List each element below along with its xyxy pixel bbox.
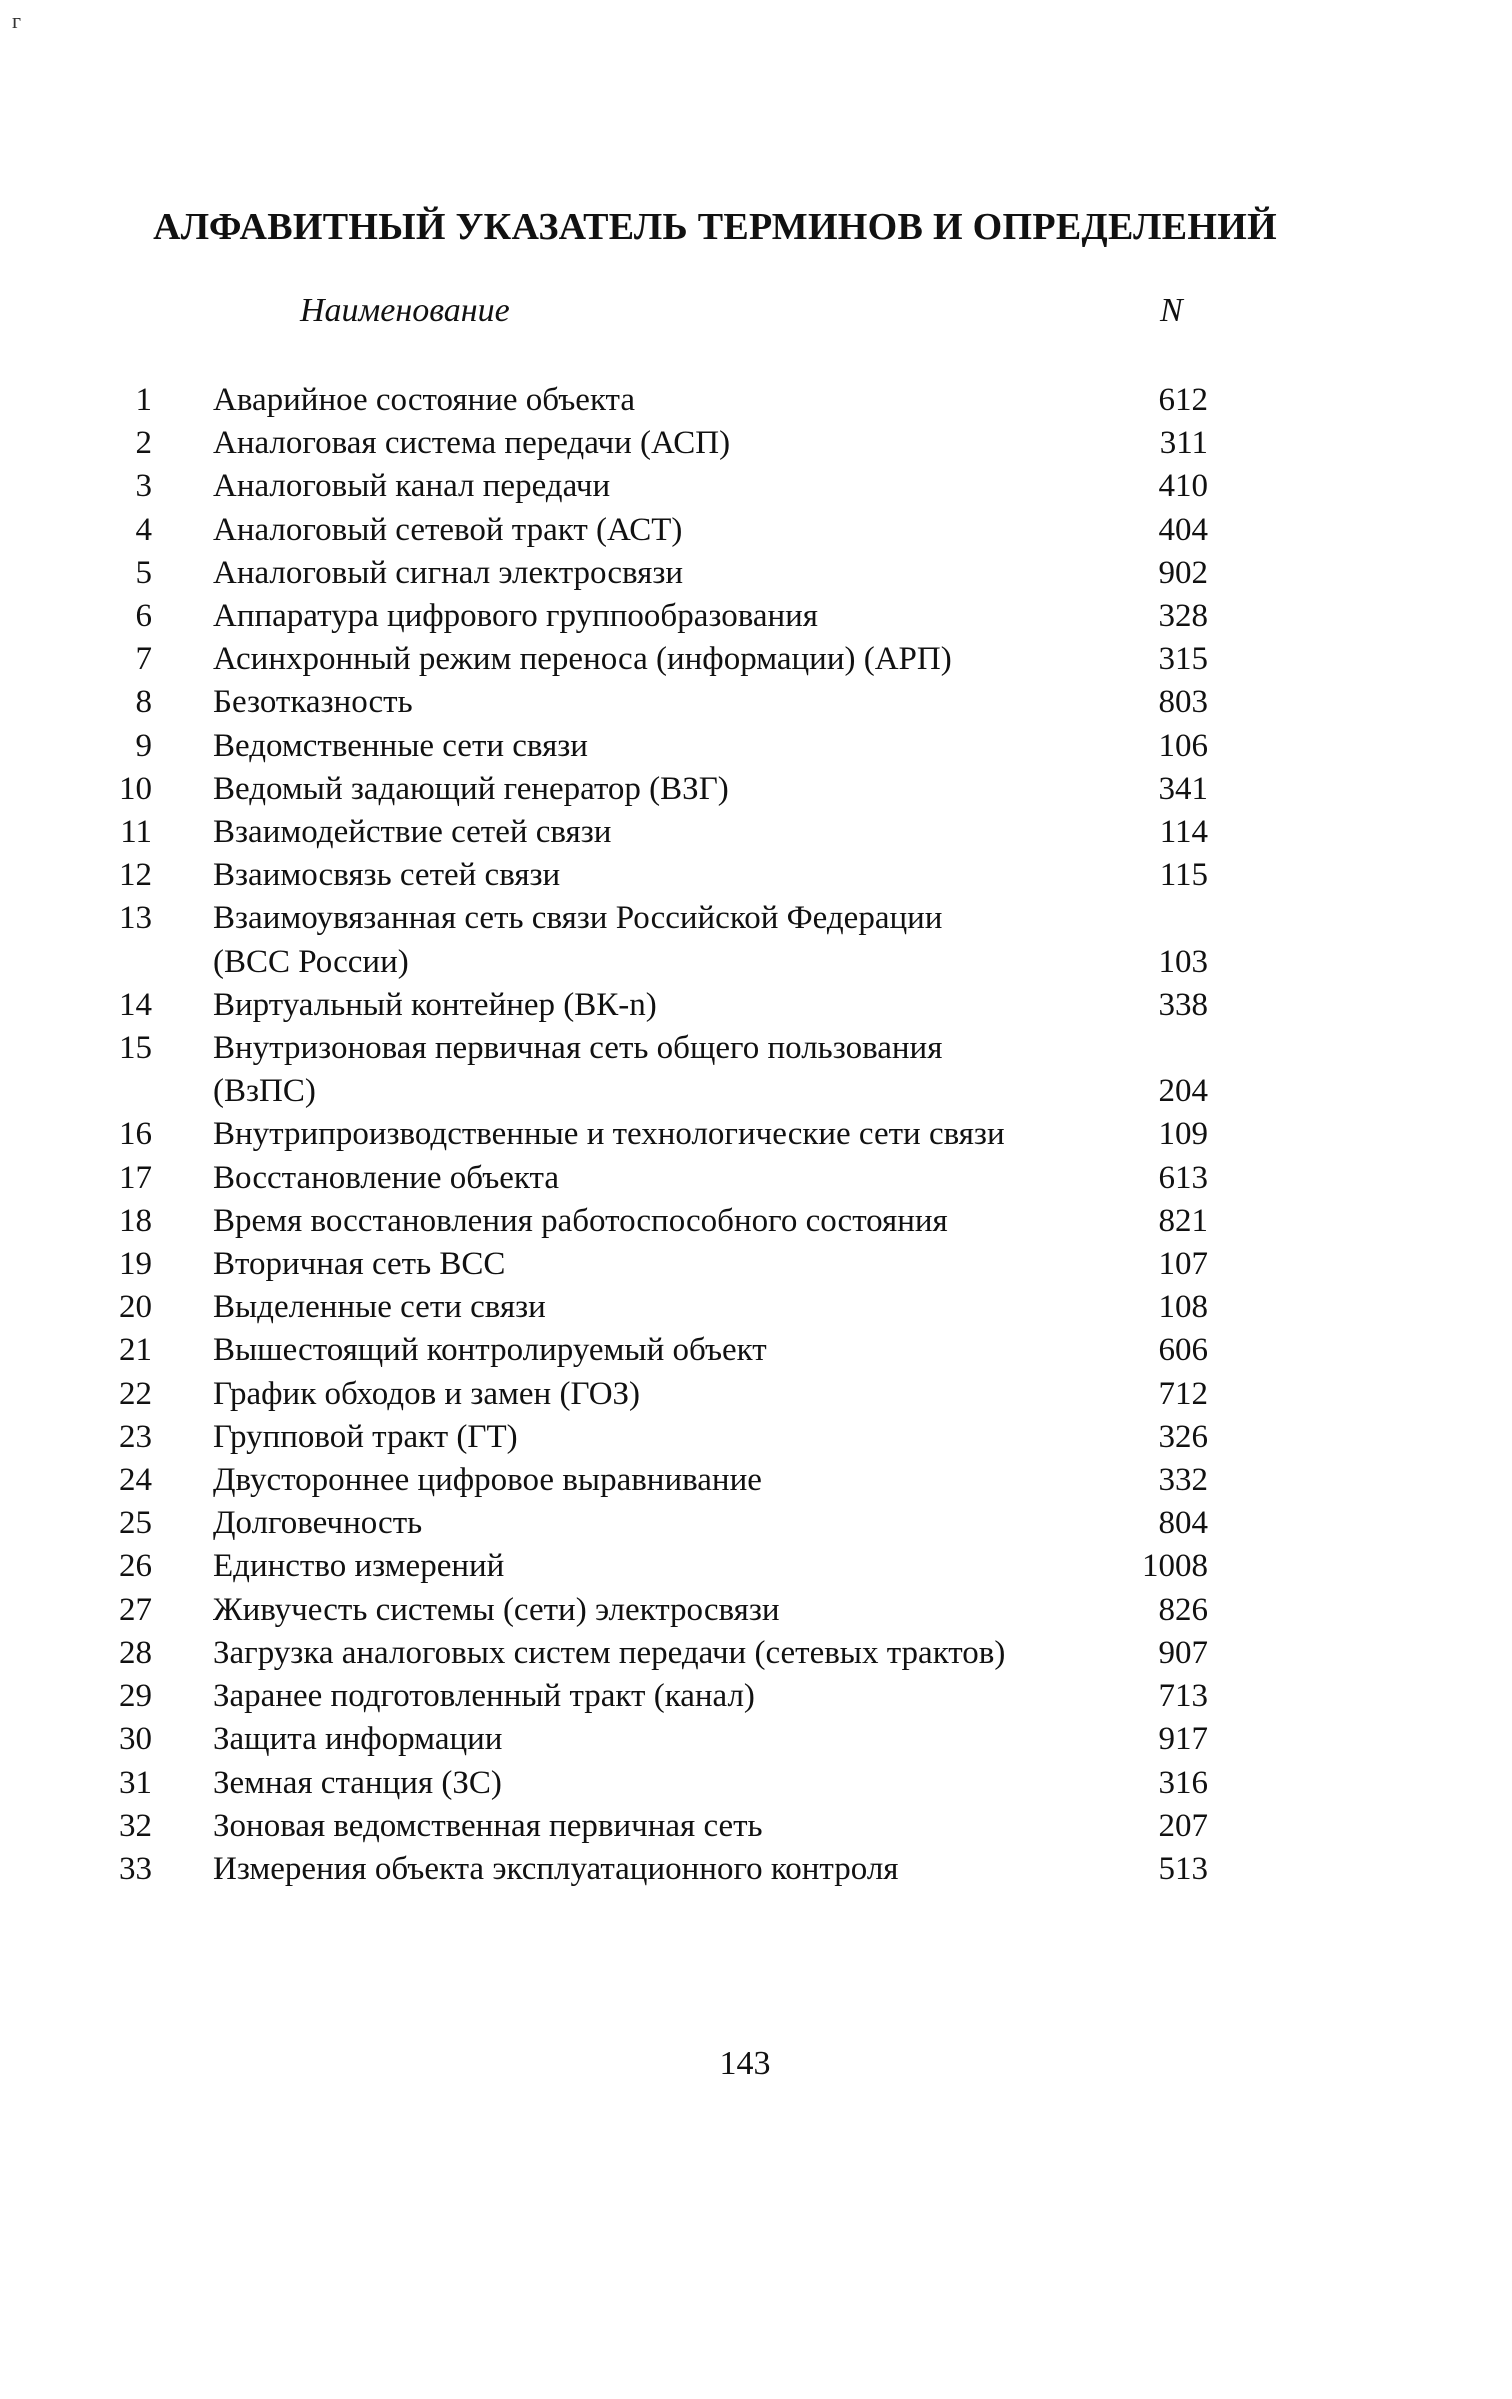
- index-entry: [0, 465, 1512, 508]
- entry-number: 6: [135, 598, 152, 635]
- index-entry: [0, 811, 1512, 854]
- entry-reference-number: 713: [1158, 1678, 1208, 1715]
- index-entry: [0, 1157, 1512, 1200]
- entry-term: Вышестоящий контролируемый объект: [213, 1332, 767, 1369]
- entry-number: 21: [119, 1332, 152, 1369]
- entry-term: Живучесть системы (сети) электросвязи: [213, 1591, 780, 1628]
- entry-term: Заранее подготовленный тракт (канал): [213, 1678, 755, 1715]
- index-entry: [0, 552, 1512, 595]
- entry-term: Аналоговый сетевой тракт (АСТ): [213, 511, 683, 548]
- index-entries-list: [0, 379, 1512, 1891]
- entry-term: Вторичная сеть ВСС: [213, 1246, 506, 1283]
- entry-term: Единство измерений: [213, 1548, 505, 1585]
- index-entry: [0, 1113, 1512, 1156]
- entry-reference-number: 326: [1158, 1418, 1208, 1455]
- entry-reference-number: 803: [1158, 684, 1208, 721]
- entry-reference-number: 107: [1158, 1246, 1208, 1283]
- entry-reference-number: 712: [1158, 1375, 1208, 1412]
- entry-term: Ведомственные сети связи: [213, 727, 588, 764]
- entry-number: 5: [135, 554, 152, 591]
- entry-number: 30: [119, 1721, 152, 1758]
- index-entry: [0, 595, 1512, 638]
- index-entry: [0, 422, 1512, 465]
- entry-reference-number: 513: [1158, 1850, 1208, 1887]
- entry-number: 4: [135, 511, 152, 548]
- entry-reference-number: 907: [1158, 1634, 1208, 1671]
- entry-number: 31: [119, 1764, 152, 1801]
- entry-term: Аппаратура цифрового группообразования: [213, 598, 818, 635]
- entry-number: 18: [119, 1202, 152, 1239]
- index-entry: [0, 1243, 1512, 1286]
- index-entry: [0, 1027, 1512, 1113]
- index-entry: [0, 1545, 1512, 1588]
- entry-reference-number: 902: [1158, 554, 1208, 591]
- entry-reference-number: 612: [1158, 382, 1208, 418]
- index-entry: [0, 1200, 1512, 1243]
- index-entry: [0, 1675, 1512, 1718]
- index-entry: [0, 681, 1512, 724]
- entry-reference-number: 103: [1158, 943, 1208, 980]
- entry-reference-number: 804: [1158, 1505, 1208, 1542]
- index-entry: [0, 1416, 1512, 1459]
- entry-number: 1: [135, 382, 152, 418]
- page-number: 143: [719, 2045, 771, 2082]
- entry-number: 33: [119, 1850, 152, 1887]
- entry-term: Выделенные сети связи: [213, 1289, 546, 1326]
- entry-number: 27: [119, 1591, 152, 1628]
- entry-term: Аналоговый сигнал электросвязи: [213, 554, 684, 591]
- index-entry: [0, 1329, 1512, 1372]
- index-entry: [0, 1718, 1512, 1761]
- entry-reference-number: 316: [1158, 1764, 1208, 1801]
- entry-reference-number: 311: [1159, 425, 1208, 462]
- entry-reference-number: 204: [1158, 1073, 1208, 1110]
- index-entry: [0, 1502, 1512, 1545]
- entry-number: 20: [119, 1289, 152, 1326]
- entry-term: График обходов и замен (ГОЗ): [213, 1375, 641, 1412]
- entry-reference-number: 338: [1158, 986, 1208, 1023]
- entry-number: 15: [119, 1030, 152, 1067]
- index-entry: [0, 768, 1512, 811]
- entry-reference-number: 404: [1158, 511, 1208, 548]
- entry-number: 11: [120, 814, 152, 851]
- index-entry: [0, 509, 1512, 552]
- entry-term: Восстановление объекта: [213, 1159, 559, 1196]
- entry-reference-number: 917: [1158, 1721, 1208, 1758]
- entry-term: Время восстановления работоспособного состояния: [213, 1202, 948, 1239]
- index-entry: [0, 984, 1512, 1027]
- entry-reference-number: 1008: [1142, 1548, 1208, 1585]
- entry-term: Внутризоновая первичная сеть общего пользования (ВзПС): [213, 1030, 943, 1110]
- entry-number: 17: [119, 1159, 152, 1196]
- entry-number: 3: [135, 468, 152, 505]
- page-title: АЛФАВИТНЫЙ УКАЗАТЕЛЬ ТЕРМИНОВ И ОПРЕДЕЛЕНИЙ: [153, 206, 1277, 248]
- entry-term: Асинхронный режим переноса (информации) (АРП): [213, 641, 952, 678]
- index-entry: [0, 379, 1512, 422]
- entry-reference-number: 341: [1158, 770, 1208, 807]
- entry-reference-number: 106: [1158, 727, 1208, 764]
- entry-term: Ведомый задающий генератор (ВЗГ): [213, 770, 729, 807]
- entry-term: Земная станция (ЗС): [213, 1764, 502, 1801]
- entry-reference-number: 613: [1158, 1159, 1208, 1196]
- entry-number: 13: [119, 900, 152, 937]
- entry-number: 16: [119, 1116, 152, 1153]
- entry-reference-number: 109: [1158, 1116, 1208, 1153]
- entry-term: Виртуальный контейнер (ВК-n): [213, 986, 657, 1023]
- entry-number: 23: [119, 1418, 152, 1455]
- entry-reference-number: 410: [1158, 468, 1208, 505]
- index-entry: [0, 1632, 1512, 1675]
- column-header-number: N: [1160, 292, 1183, 329]
- entry-term: Аналоговый канал передачи: [213, 468, 611, 505]
- entry-number: 8: [135, 684, 152, 721]
- entry-term: Безотказность: [213, 684, 413, 721]
- entry-number: 14: [119, 986, 152, 1023]
- index-entry: [0, 1762, 1512, 1805]
- entry-term: Взаимосвязь сетей связи: [213, 857, 561, 894]
- entry-term: Групповой тракт (ГТ): [213, 1418, 518, 1455]
- index-entry: [0, 1848, 1512, 1891]
- entry-number: 12: [119, 857, 152, 894]
- entry-term: Зоновая ведомственная первичная сеть: [213, 1807, 763, 1844]
- index-entry: [0, 725, 1512, 768]
- entry-reference-number: 821: [1158, 1202, 1208, 1239]
- entry-reference-number: 115: [1159, 857, 1208, 894]
- entry-term: Загрузка аналоговых систем передачи (сетевых трактов): [213, 1634, 1006, 1671]
- entry-number: 19: [119, 1246, 152, 1283]
- entry-number: 25: [119, 1505, 152, 1542]
- entry-reference-number: 826: [1158, 1591, 1208, 1628]
- entry-number: 29: [119, 1678, 152, 1715]
- index-entry: [0, 1459, 1512, 1502]
- entry-number: 22: [119, 1375, 152, 1412]
- entry-term: Взаимоувязанная сеть связи Российской Федерации (ВСС России): [213, 900, 943, 980]
- entry-number: 7: [135, 641, 152, 678]
- index-entry: [0, 897, 1512, 983]
- entry-number: 2: [135, 425, 152, 462]
- entry-reference-number: 207: [1158, 1807, 1208, 1844]
- index-entry: [0, 1373, 1512, 1416]
- entry-term: Двустороннее цифровое выравнивание: [213, 1462, 762, 1499]
- entry-reference-number: 108: [1158, 1289, 1208, 1326]
- entry-reference-number: 328: [1158, 598, 1208, 635]
- entry-term: Внутрипроизводственные и технологические сети связи: [213, 1116, 1005, 1153]
- entry-term: Аварийное состояние объекта: [213, 382, 636, 418]
- entry-term: Взаимодействие сетей связи: [213, 814, 612, 851]
- entry-term: Измерения объекта эксплуатационного контроля: [213, 1850, 899, 1887]
- entry-number: 26: [119, 1548, 152, 1585]
- entry-reference-number: 114: [1159, 814, 1208, 851]
- corner-mark: г: [12, 8, 22, 33]
- entry-reference-number: 315: [1158, 641, 1208, 678]
- entry-number: 32: [119, 1807, 152, 1844]
- entry-term: Защита информации: [213, 1721, 503, 1758]
- index-entry: [0, 1286, 1512, 1329]
- entry-number: 24: [119, 1462, 152, 1499]
- entry-term: Аналоговая система передачи (АСП): [213, 425, 731, 462]
- entry-reference-number: 606: [1158, 1332, 1208, 1369]
- entry-number: 10: [119, 770, 152, 807]
- index-entry: [0, 1805, 1512, 1848]
- entry-number: 9: [135, 727, 152, 764]
- index-entry: [0, 1589, 1512, 1632]
- entry-reference-number: 332: [1158, 1462, 1208, 1499]
- index-entry: [0, 854, 1512, 897]
- index-entry: [0, 638, 1512, 681]
- entry-term: Долговечность: [213, 1505, 423, 1542]
- entry-number: 28: [119, 1634, 152, 1671]
- column-header-name: Наименование: [300, 292, 510, 329]
